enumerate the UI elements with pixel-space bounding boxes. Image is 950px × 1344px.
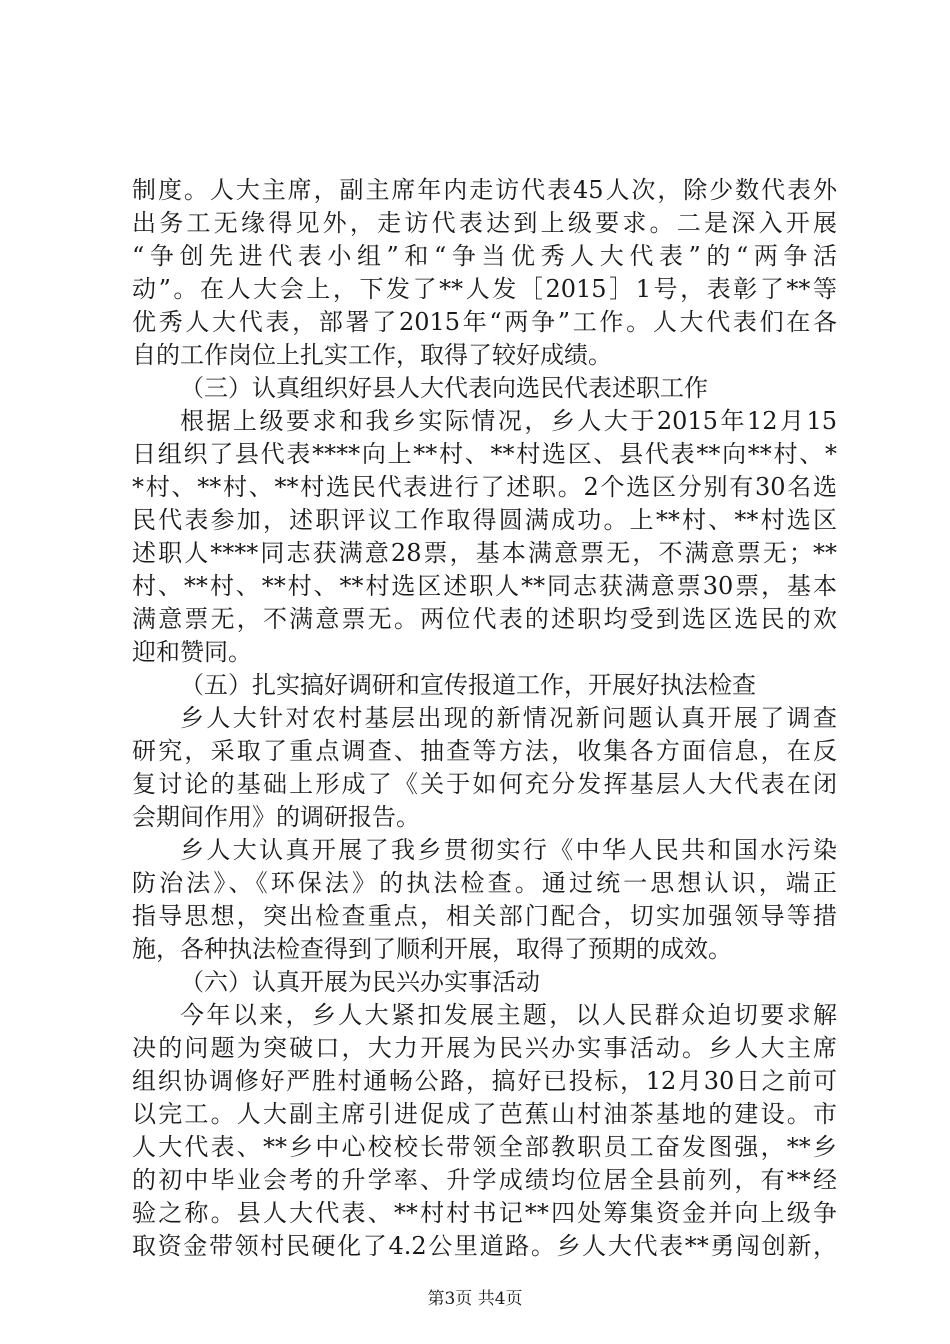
text-line: 取资金带领村民硬化了4.2公里道路。乡人大代表**勇闯创新，	[132, 1232, 837, 1260]
text-line: 优秀人大代表，部署了2015年“两争”工作。人大代表们在各	[132, 308, 837, 336]
text-line: 动”。在人大会上，下发了**人发［2015］1号，表彰了**等	[132, 275, 837, 303]
text-line: 会期间作用》的调研报告。	[132, 803, 420, 831]
text-line: 乡人大认真开展了我乡贯彻实行《中华人民共和国水污染	[180, 836, 837, 864]
text-line: 自的工作岗位上扎实工作，取得了较好成绩。	[132, 341, 612, 369]
text-line: 根据上级要求和我乡实际情况，乡人大于2015年12月15	[180, 407, 837, 435]
text-line: 指导思想，突出检查重点，相关部门配合，切实加强领导等措	[132, 902, 837, 930]
section-heading: （三）认真组织好县人大代表向选民代表述职工作	[180, 374, 708, 402]
section-heading: （六）认真开展为民兴办实事活动	[180, 968, 540, 996]
text-line: *村、**村、**村选民代表进行了述职。2个选区分别有30名选	[132, 473, 837, 501]
text-line: 研究，采取了重点调查、抽查等方法，收集各方面信息，在反	[132, 737, 837, 765]
text-line: 村、**村、**村、**村选区述职人**同志获满意票30票，基本	[132, 572, 837, 600]
text-line: “争创先进代表小组”和“争当优秀人大代表”的“两争活	[132, 242, 837, 270]
section-heading: （五）扎实搞好调研和宣传报道工作，开展好执法检查	[180, 671, 756, 699]
text-line: 乡人大针对农村基层出现的新情况新问题认真开展了调查	[180, 704, 837, 732]
page-footer: 第3页 共4页	[427, 1289, 523, 1309]
text-line: 日组织了县代表****向上**村、**村选区、县代表**向**村、*	[132, 440, 837, 468]
text-line: 施，各种执法检查得到了顺利开展，取得了预期的成效。	[132, 935, 732, 963]
document-body	[132, 174, 837, 1263]
text-line: 人大代表、**乡中心校校长带领全部教职员工奋发图强，**乡	[132, 1133, 837, 1161]
text-line: 迎和赞同。	[132, 638, 252, 666]
text-line: 决的问题为突破口，大力开展为民兴办实事活动。乡人大主席	[132, 1034, 837, 1062]
text-line: 制度。人大主席，副主席年内走访代表45人次，除少数代表外	[132, 176, 837, 204]
text-line: 验之称。县人大代表、**村村书记**四处筹集资金并向上级争	[132, 1199, 837, 1227]
text-line: 以完工。人大副主席引进促成了芭蕉山村油茶基地的建设。市	[132, 1100, 837, 1128]
text-line: 满意票无，不满意票无。两位代表的述职均受到选区选民的欢	[132, 605, 837, 633]
text-line: 组织协调修好严胜村通畅公路，搞好已投标，12月30日之前可	[132, 1067, 837, 1095]
text-line: 防治法》、《环保法》的执法检查。通过统一思想认识，端正	[132, 869, 837, 897]
text-line: 复讨论的基础上形成了《关于如何充分发挥基层人大代表在闭	[132, 770, 837, 798]
text-line: 今年以来，乡人大紧扣发展主题，以人民群众迫切要求解	[180, 1001, 837, 1029]
text-line: 民代表参加，述职评议工作取得圆满成功。上**村、**村选区	[132, 506, 837, 534]
text-line: 述职人****同志获满意28票，基本满意票无，不满意票无；**	[132, 539, 837, 567]
text-line: 的初中毕业会考的升学率、升学成绩均位居全县前列，有**经	[132, 1166, 837, 1194]
text-line: 出务工无缘得见外，走访代表达到上级要求。二是深入开展	[132, 209, 837, 237]
